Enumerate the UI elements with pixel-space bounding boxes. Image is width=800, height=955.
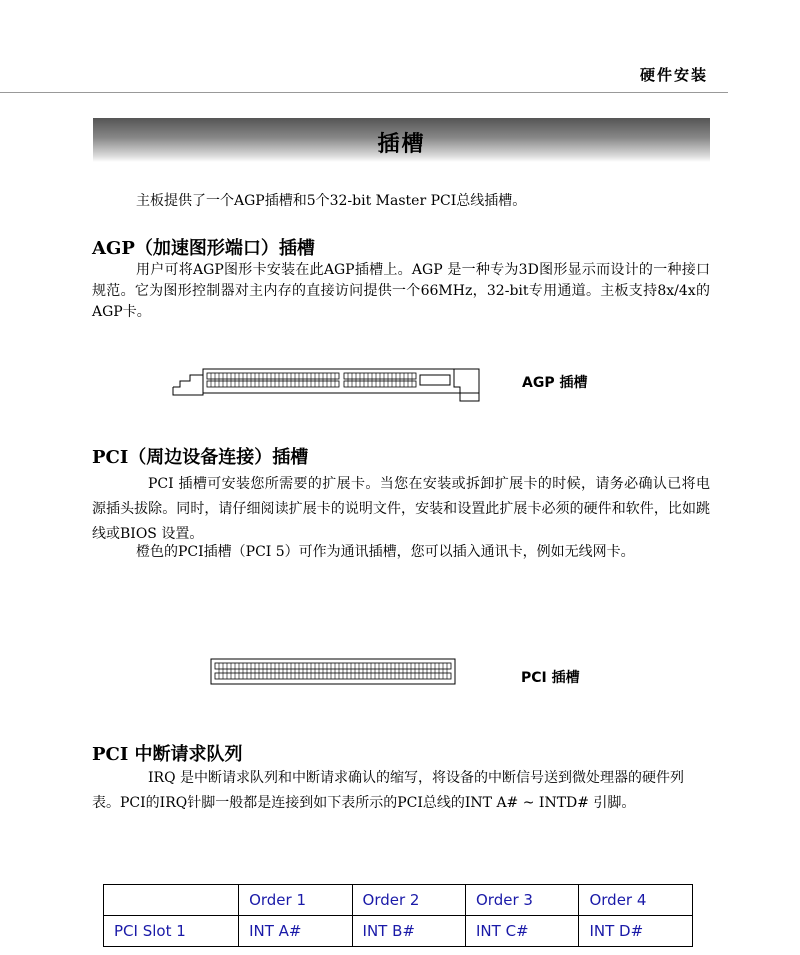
- intro-paragraph: 主板提供了一个AGP插槽和5个32-bit Master PCI总线插槽。: [136, 193, 527, 209]
- table-header-row: [104, 885, 693, 916]
- agp-slot-label: AGP 插槽: [522, 375, 588, 391]
- table-row: [104, 916, 693, 947]
- pci-paragraph-2: 橙色的PCI插槽（PCI 5）可作为通讯插槽，您可以插入通讯卡，例如无线网卡。: [136, 544, 635, 560]
- header-divider: [0, 92, 728, 93]
- table-header-cell: Order 4: [579, 885, 693, 916]
- page-header-title: 硬件安装: [639, 66, 708, 84]
- table-header-cell: Order 2: [352, 885, 465, 916]
- irq-paragraph: IRQ 是中断请求队列和中断请求确认的缩写，将设备的中断信号送到微处理器的硬件列表。PCI的IRQ针脚一般都是连接到如下表所示的PCI总线的INT A# ~ INTD# 引脚。: [92, 770, 684, 811]
- agp-heading: AGP（加速图形端口）插槽: [92, 238, 315, 259]
- table-header-cell: Order 3: [466, 885, 579, 916]
- irq-table: [103, 884, 693, 947]
- table-header-cell: [104, 885, 239, 916]
- section-banner: [93, 118, 710, 162]
- table-header-cell: Order 1: [239, 885, 352, 916]
- agp-paragraph: 用户可将AGP图形卡安装在此AGP插槽上。AGP 是一种专为3D图形显示而设计的一种接口规范。它为图形控制器对主内存的直接访问提供一个66MHz，32-bit专用通道。主板支持8x/4x的AGP卡。: [92, 262, 710, 320]
- pci-slot-diagram: [208, 656, 458, 688]
- irq-heading: PCI 中断请求队列: [92, 744, 243, 765]
- agp-slot-diagram: [168, 366, 488, 406]
- section-title: 插槽: [377, 132, 426, 157]
- table-cell: INT D#: [579, 916, 693, 947]
- table-cell: INT C#: [466, 916, 579, 947]
- table-cell: PCI Slot 1: [104, 916, 239, 947]
- table-cell: INT B#: [352, 916, 465, 947]
- table-cell: INT A#: [239, 916, 352, 947]
- pci-heading: PCI（周边设备连接）插槽: [92, 447, 309, 468]
- pci-paragraph-1: PCI 插槽可安装您所需要的扩展卡。当您在安装或拆卸扩展卡的时候，请务必确认已将电源插头拔除。同时，请仔细阅读扩展卡的说明文件，安装和设置此扩展卡必须的硬件和软件，比如跳线或BIOS 设置。: [92, 476, 710, 542]
- pci-slot-label: PCI 插槽: [521, 670, 580, 686]
